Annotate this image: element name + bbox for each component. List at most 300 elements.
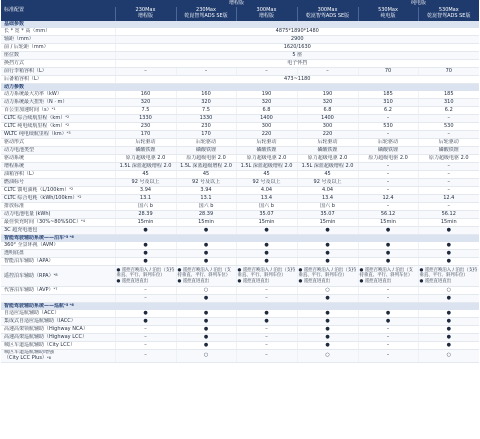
spec-row bbox=[1, 99, 479, 107]
spec-value: 300 bbox=[236, 123, 297, 131]
model-header bbox=[115, 7, 176, 21]
spec-value: – bbox=[236, 350, 297, 363]
spec-value: – bbox=[358, 163, 418, 171]
spec-label bbox=[1, 60, 115, 68]
spec-label-text: 驱动系统 bbox=[4, 155, 25, 161]
spec-value: ● bbox=[176, 318, 236, 326]
spec-label bbox=[1, 318, 115, 326]
spec-value: – bbox=[115, 295, 176, 303]
spec-label bbox=[1, 155, 115, 163]
spec-value: ● bbox=[297, 342, 358, 350]
spec-value: 320 bbox=[297, 99, 358, 107]
spec-value: 15min bbox=[418, 219, 479, 227]
spec-label bbox=[1, 179, 115, 187]
spec-label-text: 轴距（mm） bbox=[4, 36, 34, 42]
model-header bbox=[358, 7, 418, 21]
spec-value: ● bbox=[297, 326, 358, 334]
spec-value: – bbox=[358, 179, 418, 187]
spec-value: 1400 bbox=[236, 115, 297, 123]
model-label: 530Max 乾崑智驾ADS SE版 bbox=[427, 7, 471, 19]
spec-value: 1400 bbox=[297, 115, 358, 123]
footnote-mark: *5 *6 bbox=[64, 235, 74, 239]
spec-value: 56.12 bbox=[418, 211, 479, 219]
spec-value: 国六 b bbox=[297, 203, 358, 211]
spec-value: 56.12 bbox=[358, 211, 418, 219]
spec-value: 1330 bbox=[115, 115, 176, 123]
spec-value: ● bbox=[115, 318, 176, 326]
spec-value: ○ bbox=[176, 287, 236, 295]
spec-value: ● bbox=[176, 258, 236, 266]
section-title: 智能驾驶辅助系统——巡航 bbox=[4, 303, 65, 309]
footnote-mark: *8 bbox=[46, 355, 51, 360]
model-label: 230Max 乾崑智驾ADS SE版 bbox=[184, 7, 228, 19]
spec-label bbox=[1, 350, 115, 363]
spec-row bbox=[1, 250, 479, 258]
footnote-mark: *5 *6 bbox=[64, 303, 74, 307]
spec-value: ● 遥控召唤泊入 / 泊出（支持垂直、平行、斜列车位） ● 遥控直进直出 bbox=[297, 266, 358, 287]
spec-value: – bbox=[358, 295, 418, 303]
spec-value: 320 bbox=[176, 99, 236, 107]
spec-value: – bbox=[358, 187, 418, 195]
spec-label-text: 前行李箱容积（L） bbox=[4, 68, 47, 74]
spec-value: – bbox=[115, 287, 176, 295]
spec-label-text: CLTC 纯电续航里程（km） bbox=[4, 123, 66, 129]
spec-value: ● bbox=[297, 227, 358, 235]
spec-label bbox=[1, 68, 115, 76]
spec-value: ● bbox=[418, 258, 479, 266]
spec-value: ● bbox=[358, 318, 418, 326]
spec-value: 320 bbox=[236, 99, 297, 107]
spec-value: 15min bbox=[297, 219, 358, 227]
spec-value: ● bbox=[297, 310, 358, 318]
spec-label-text: 座位数 bbox=[4, 52, 20, 58]
spec-value: 320 bbox=[115, 99, 176, 107]
spec-label-text: 增程系统 bbox=[4, 163, 25, 169]
group-electric: 纯电版 bbox=[358, 0, 479, 7]
spec-value: ● 遥控召唤泊入 / 泊出（支持垂直、平行、斜列车位） ● 遥控直进直出 bbox=[358, 266, 418, 287]
spec-label-text: 城区车道巡航辅助增强 （City LCC Plus） bbox=[4, 349, 55, 361]
spec-value: 4.04 bbox=[297, 187, 358, 195]
spec-value: 6.8 bbox=[297, 107, 358, 115]
spec-value: 国六 b bbox=[176, 203, 236, 211]
spec-label-text: 后备箱容积（L） bbox=[4, 76, 42, 82]
spec-label-text: 高速高架巡航辅助（Highway LCC） bbox=[4, 334, 87, 340]
spec-value: ● bbox=[418, 342, 479, 350]
spec-label bbox=[1, 295, 115, 303]
spec-value: 12.4 bbox=[418, 195, 479, 203]
group-range-extended: 增程版 bbox=[115, 0, 358, 7]
spec-row bbox=[1, 123, 479, 131]
spec-value: ● bbox=[176, 242, 236, 250]
footnote-mark: *3 bbox=[66, 131, 71, 135]
footnote-mark: *8 bbox=[53, 272, 58, 277]
spec-value: – bbox=[115, 342, 176, 350]
spec-value: ○ bbox=[418, 350, 479, 363]
spec-value: ● bbox=[115, 250, 176, 258]
spec-label bbox=[1, 203, 115, 211]
spec-value: – bbox=[297, 68, 358, 76]
model-header bbox=[236, 7, 297, 21]
spec-value: – bbox=[358, 203, 418, 211]
spec-value: 后轮驱动 bbox=[297, 139, 358, 147]
spec-label-text: 燃油标号 bbox=[4, 179, 25, 185]
spec-value: – bbox=[115, 334, 176, 342]
spec-value: ○ bbox=[297, 350, 358, 363]
spec-value: 原力超级电驱 2.0 bbox=[176, 155, 236, 163]
section-title-cell bbox=[1, 303, 479, 311]
spec-value: – bbox=[236, 287, 297, 295]
spec-value: ● bbox=[115, 227, 176, 235]
section-title-cell bbox=[1, 21, 479, 28]
spec-row bbox=[1, 163, 479, 171]
spec-value: – bbox=[418, 203, 479, 211]
spec-label bbox=[1, 163, 115, 171]
spec-label bbox=[1, 219, 115, 227]
spec-value: – bbox=[418, 163, 479, 171]
spec-value: – bbox=[358, 342, 418, 350]
spec-value: – bbox=[418, 187, 479, 195]
spec-row bbox=[1, 179, 479, 187]
spec-value: ● bbox=[358, 258, 418, 266]
spec-value: ● bbox=[418, 242, 479, 250]
spec-value: ● bbox=[236, 310, 297, 318]
spec-label-text: 前 / 后轮距（mm） bbox=[4, 44, 49, 50]
spec-row bbox=[1, 131, 479, 139]
spec-row bbox=[1, 287, 479, 295]
spec-value: ● bbox=[418, 295, 479, 303]
spec-row bbox=[1, 326, 479, 334]
spec-row bbox=[1, 52, 479, 60]
spec-value: 后轮驱动 bbox=[418, 139, 479, 147]
spec-value: ● bbox=[176, 310, 236, 318]
spec-value: 530 bbox=[418, 123, 479, 131]
spec-value: ● bbox=[176, 326, 236, 334]
spec-value: 磷酸铁锂 bbox=[115, 147, 176, 155]
spec-value: 92 号及以上 bbox=[115, 179, 176, 187]
spec-value: 12.4 bbox=[358, 195, 418, 203]
spec-label bbox=[1, 99, 115, 107]
spec-value: – bbox=[358, 334, 418, 342]
spec-row bbox=[1, 76, 479, 84]
spec-value: 170 bbox=[176, 131, 236, 139]
spec-value: ● 遥控召唤泊入 / 泊出（支持垂直、平行、斜列车位） ● 遥控直进直出 bbox=[115, 266, 176, 287]
spec-value: – bbox=[115, 326, 176, 334]
spec-value: – bbox=[358, 131, 418, 139]
section-header bbox=[1, 303, 479, 311]
spec-row bbox=[1, 60, 479, 68]
spec-value: ● bbox=[297, 318, 358, 326]
model-label: 300Max 乾崑智驾ADS SE版 bbox=[305, 7, 350, 19]
spec-value: 6.8 bbox=[236, 107, 297, 115]
spec-value: – bbox=[358, 350, 418, 363]
spec-row bbox=[1, 68, 479, 76]
spec-value: – bbox=[115, 350, 176, 363]
spec-value: ● bbox=[358, 250, 418, 258]
spec-label bbox=[1, 123, 115, 131]
spec-label bbox=[1, 287, 115, 295]
spec-value: ● bbox=[297, 258, 358, 266]
model-header bbox=[176, 7, 236, 21]
spec-value: 185 bbox=[418, 91, 479, 99]
spec-value: ● 遥控召唤泊入 / 泊出（支持垂直、平行、斜列车位） ● 遥控直进直出 bbox=[236, 266, 297, 287]
spec-value: 6.2 bbox=[418, 107, 479, 115]
spec-row bbox=[1, 44, 479, 52]
spec-value: 160 bbox=[176, 91, 236, 99]
spec-value: ● bbox=[115, 242, 176, 250]
spec-value: 35.07 bbox=[236, 211, 297, 219]
spec-row bbox=[1, 171, 479, 179]
section-header bbox=[1, 235, 479, 243]
spec-label-text: 360° 全景环视（AVM） bbox=[4, 242, 59, 248]
spec-label-text: 动力系统最大扭矩（N · m） bbox=[4, 99, 68, 105]
spec-value: ● bbox=[115, 258, 176, 266]
spec-label bbox=[1, 258, 115, 266]
spec-label-text: 动力系统最大功率（kW） bbox=[4, 91, 62, 97]
spec-value: 160 bbox=[115, 91, 176, 99]
section-header bbox=[1, 21, 479, 28]
spec-label-text: 城区车道巡航辅助（City LCC） bbox=[4, 342, 76, 348]
spec-value: ● bbox=[297, 334, 358, 342]
spec-label-text: 油箱容积（L） bbox=[4, 171, 37, 177]
spec-label-text: 自适应巡航辅助（ACC） bbox=[4, 310, 60, 316]
spec-value: ○ bbox=[176, 350, 236, 363]
spec-value: – bbox=[236, 334, 297, 342]
spec-label-text: 3C 超充电池包 bbox=[4, 227, 38, 233]
spec-value: 磷酸铁锂 bbox=[236, 147, 297, 155]
model-label: 300Max 增程版 bbox=[256, 7, 277, 19]
spec-value: – bbox=[418, 179, 479, 187]
spec-label bbox=[1, 266, 115, 287]
spec-value: – bbox=[418, 131, 479, 139]
spec-label-text: 动力电池电量 (kWh) bbox=[4, 211, 51, 217]
spec-value: 1330 bbox=[176, 115, 236, 123]
spec-value: 原力超级电驱 2.0 bbox=[236, 155, 297, 163]
spec-label-text: CLTC 综合续航里程（km） bbox=[4, 115, 66, 121]
spec-value: 35.07 bbox=[297, 211, 358, 219]
spec-value: 磷酸铁锂 bbox=[176, 147, 236, 155]
spec-row bbox=[1, 211, 479, 219]
spec-value: 92 号及以上 bbox=[297, 179, 358, 187]
spec-table bbox=[1, 0, 479, 363]
spec-value: ● bbox=[236, 318, 297, 326]
spec-value: 92 号及以上 bbox=[176, 179, 236, 187]
spec-label bbox=[1, 28, 115, 36]
spec-value: 70 bbox=[418, 68, 479, 76]
spec-value: 230 bbox=[176, 123, 236, 131]
spec-label-text: WLTC 纯电续航里程（km） bbox=[4, 131, 67, 137]
spec-value: ● 遥控召唤泊入 / 泊出（支持垂直、平行、斜列车位） ● 遥控直进直出 bbox=[176, 266, 236, 287]
spec-value: 220 bbox=[297, 131, 358, 139]
spec-value: ● bbox=[297, 242, 358, 250]
model-label: 230Max 增程版 bbox=[135, 7, 156, 19]
spec-label bbox=[1, 147, 115, 155]
spec-value: 15min bbox=[358, 219, 418, 227]
spec-value: 13.4 bbox=[297, 195, 358, 203]
spec-value: – bbox=[358, 326, 418, 334]
spec-value: 230 bbox=[115, 123, 176, 131]
spec-label bbox=[1, 187, 115, 195]
spec-value: 13.1 bbox=[176, 195, 236, 203]
spec-label bbox=[1, 76, 115, 84]
spec-label-text: 换挡方式 bbox=[4, 60, 25, 66]
spec-value: ● bbox=[236, 250, 297, 258]
spec-value: ● bbox=[176, 295, 236, 303]
spec-value: – bbox=[358, 287, 418, 295]
spec-row bbox=[1, 219, 479, 227]
spec-value: 2900 bbox=[115, 36, 479, 44]
spec-value: 530 bbox=[358, 123, 418, 131]
spec-value: 磷酸铁锂 bbox=[418, 147, 479, 155]
spec-value: ○ bbox=[418, 287, 479, 295]
spec-row bbox=[1, 147, 479, 155]
spec-value: 7.5 bbox=[115, 107, 176, 115]
spec-value: 15min bbox=[176, 219, 236, 227]
spec-value: – bbox=[236, 68, 297, 76]
spec-value: 1.5L 深蓝超级增程 2.0 bbox=[236, 163, 297, 171]
spec-value: 310 bbox=[358, 99, 418, 107]
spec-value: 原力超级电驱 2.0 bbox=[358, 155, 418, 163]
spec-value: 4875*1890*1480 bbox=[115, 28, 479, 36]
spec-value: – bbox=[358, 171, 418, 179]
spec-value: – bbox=[418, 115, 479, 123]
footnote-mark: *7 bbox=[53, 287, 58, 291]
spec-row bbox=[1, 115, 479, 123]
spec-value: 15min bbox=[236, 219, 297, 227]
spec-value: ● bbox=[236, 242, 297, 250]
footnote-mark: *2 bbox=[69, 187, 74, 191]
spec-value: ● bbox=[418, 310, 479, 318]
spec-value: ● bbox=[176, 227, 236, 235]
spec-label bbox=[1, 250, 115, 258]
spec-label bbox=[1, 131, 115, 139]
spec-value: 7.5 bbox=[176, 107, 236, 115]
spec-label bbox=[1, 139, 115, 147]
spec-label bbox=[1, 211, 115, 219]
spec-row bbox=[1, 91, 479, 99]
spec-value: ● bbox=[358, 310, 418, 318]
spec-label bbox=[1, 115, 115, 123]
spec-value: 473~1180 bbox=[115, 76, 479, 84]
spec-value: – bbox=[236, 326, 297, 334]
spec-value: 190 bbox=[236, 91, 297, 99]
section-title: 动力参数 bbox=[4, 84, 25, 90]
spec-value: 28.39 bbox=[115, 211, 176, 219]
spec-label-text: CLTC 馈电油耗（L/100km） bbox=[4, 187, 70, 193]
spec-row bbox=[1, 350, 479, 363]
spec-row bbox=[1, 227, 479, 235]
spec-value: 28.39 bbox=[176, 211, 236, 219]
spec-label-text: 最佳快充时间（30%~80%SOC） bbox=[4, 219, 82, 225]
spec-row bbox=[1, 107, 479, 115]
spec-value: ● bbox=[358, 242, 418, 250]
footnote-mark: *4 bbox=[81, 219, 86, 223]
footnote-mark: *2 bbox=[65, 115, 70, 119]
spec-label-text: 遥控泊车辅助（RPA） bbox=[4, 272, 54, 279]
spec-value: ● bbox=[418, 227, 479, 235]
spec-value: 3.94 bbox=[176, 187, 236, 195]
header-corner: 标准配置 bbox=[1, 0, 115, 21]
spec-label bbox=[1, 242, 115, 250]
spec-value: 45 bbox=[297, 171, 358, 179]
spec-row bbox=[1, 310, 479, 318]
spec-value: 92 号及以上 bbox=[236, 179, 297, 187]
spec-value: ○ bbox=[297, 287, 358, 295]
spec-value: – bbox=[115, 68, 176, 76]
spec-label-text: 集成式自适应巡航辅助（IACC） bbox=[4, 318, 76, 324]
footnote-mark: *1 bbox=[51, 107, 56, 111]
spec-row bbox=[1, 36, 479, 44]
spec-label bbox=[1, 91, 115, 99]
section-title: 基础参数 bbox=[4, 21, 25, 27]
spec-value: 磷酸铁锂 bbox=[358, 147, 418, 155]
spec-value: 1620/1630 bbox=[115, 44, 479, 52]
spec-row bbox=[1, 258, 479, 266]
spec-value: 1.5L 深蓝超级增程 2.0 bbox=[115, 163, 176, 171]
spec-value: 5 座 bbox=[115, 52, 479, 60]
spec-value: 45 bbox=[176, 171, 236, 179]
spec-row bbox=[1, 195, 479, 203]
spec-value: 电子怀挡 bbox=[115, 60, 479, 68]
spec-label bbox=[1, 310, 115, 318]
spec-value: ● bbox=[297, 295, 358, 303]
spec-value: – bbox=[358, 115, 418, 123]
spec-label-text: 百公里加速时间（s） bbox=[4, 107, 52, 113]
spec-value: 国六 b bbox=[236, 203, 297, 211]
spec-label bbox=[1, 52, 115, 60]
spec-row bbox=[1, 318, 479, 326]
spec-row bbox=[1, 155, 479, 163]
spec-value: 国六 b bbox=[115, 203, 176, 211]
spec-value: – bbox=[176, 68, 236, 76]
spec-label-text: 高速高架领航辅助（Highway NCA） bbox=[4, 326, 88, 332]
spec-label-text: 智能泊车辅助（APA） bbox=[4, 258, 54, 264]
model-header bbox=[297, 7, 358, 21]
spec-value: ● bbox=[115, 310, 176, 318]
spec-value: ● bbox=[418, 334, 479, 342]
spec-row bbox=[1, 334, 479, 342]
footnote-mark: *2 bbox=[65, 123, 70, 127]
spec-value: 1.5L 深蓝超级增程 2.0 bbox=[176, 163, 236, 171]
spec-row bbox=[1, 203, 479, 211]
section-title: 智能驾驶辅助系统——泊车 bbox=[4, 235, 65, 241]
spec-value: 原力超级电驱 2.0 bbox=[115, 155, 176, 163]
spec-label bbox=[1, 36, 115, 44]
spec-value: ● bbox=[418, 326, 479, 334]
spec-row bbox=[1, 242, 479, 250]
spec-value: ● bbox=[176, 250, 236, 258]
spec-label bbox=[1, 334, 115, 342]
spec-value: 后轮驱动 bbox=[176, 139, 236, 147]
spec-value: 原力超级电驱 2.0 bbox=[297, 155, 358, 163]
spec-value: – bbox=[236, 295, 297, 303]
section-header bbox=[1, 84, 479, 92]
spec-label bbox=[1, 171, 115, 179]
spec-row bbox=[1, 266, 479, 287]
spec-value: 13.4 bbox=[236, 195, 297, 203]
spec-value: ● bbox=[236, 227, 297, 235]
spec-row bbox=[1, 187, 479, 195]
spec-value: ● bbox=[418, 318, 479, 326]
header-row bbox=[1, 0, 479, 7]
spec-value: 磷酸铁锂 bbox=[297, 147, 358, 155]
model-header bbox=[418, 7, 479, 21]
spec-value: 300 bbox=[297, 123, 358, 131]
spec-value: ● bbox=[358, 227, 418, 235]
spec-label-text: 驱动形式 bbox=[4, 139, 25, 145]
spec-value: – bbox=[418, 171, 479, 179]
spec-label-text: 透明底盘 bbox=[4, 250, 25, 256]
model-label: 530Max 纯电版 bbox=[378, 7, 398, 19]
